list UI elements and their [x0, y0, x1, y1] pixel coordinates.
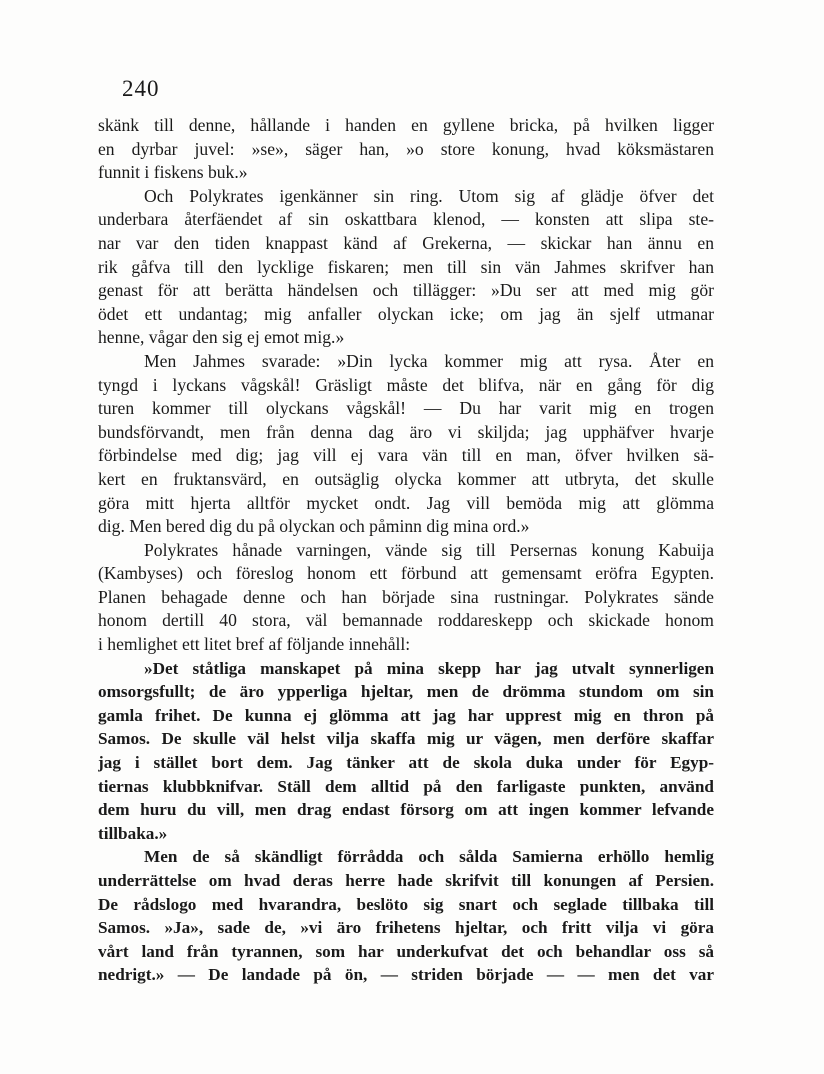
text-line: i hemlighet ett litet bref af följande innehåll:	[98, 634, 411, 655]
text-line: honom dertill 40 stora, väl bemannade roddareskepp och skickade honom	[98, 610, 714, 631]
text-line: omsorgsfullt; de äro ypperliga hjeltar, men de drömma stundom om sin	[98, 682, 714, 702]
text-line: en dyrbar juvel: »se», säger han, »o store konung, hvad köksmästaren	[98, 138, 714, 159]
text-line: Polykrates hånade varningen, vände sig till Persernas konung Kabuija	[144, 539, 714, 560]
text-line: »Det ståtliga manskapet på mina skepp har jag utvalt synnerligen	[144, 658, 714, 678]
text-line: nar var den tiden knappast känd af Grekerna, — skickar han ännu en	[98, 232, 714, 253]
text-line: Planen behagade denne och han började sina rustningar. Polykrates sände	[98, 586, 714, 607]
text-line: underbara återfäendet af sin oskattbara klenod, — konsten att slipa ste-	[98, 209, 714, 230]
text-line: jag i stället bort dem. Jag tänker att de skola duka under för Egyp-	[98, 753, 714, 773]
text-line: tyngd i lyckans vågskål! Gräsligt måste det blifva, när en gång för dig	[98, 374, 714, 395]
text-line: ödet ett undantag; mig anfaller olyckan icke; om jag än sjelf utmanar	[98, 303, 714, 324]
text-line: Men Jahmes svarade: »Din lycka kommer mig att rysa. Åter en	[144, 350, 714, 371]
text-line: göra mitt hjerta alltför mycket ondt. Jag vill bemöda mig att glömma	[98, 492, 714, 513]
text-line: nedrigt.» — De landade på ön, — striden började — — men det var	[98, 965, 714, 985]
text-line: rik gåfva till den lycklige fiskaren; men till sin vän Jahmes skrifver han	[98, 256, 714, 277]
text-line: Och Polykrates igenkänner sin ring. Utom sig af glädje öfver det	[144, 185, 714, 206]
text-line: dig. Men bered dig du på olyckan och påminn dig mina ord.»	[98, 516, 530, 537]
text-line: Men de så skändligt förrådda och sålda Samierna erhöllo hemlig	[144, 847, 714, 867]
text-line: Samos. »Ja», sade de, »vi äro frihetens hjeltar, och fritt vilja vi göra	[98, 918, 714, 938]
body-text	[98, 114, 714, 987]
text-line: förbindelse med dig; jag vill ej vara vän till en man, öfver hvilken sä-	[98, 445, 714, 466]
text-line: Samos. De skulle väl helst vilja skaffa mig ur vägen, men derföre skaffar	[98, 729, 714, 749]
text-line: tiernas klubbknifvar. Ställ dem alltid på den farligaste punkten, använd	[98, 776, 714, 796]
text-line: underrättelse om hvad deras herre hade skrifvit till konungen af Persien.	[98, 871, 714, 890]
text-line: skänk till denne, hållande i handen en gyllene bricka, på hvilken ligger	[98, 115, 714, 135]
text-line: bundsförvandt, men från denna dag äro vi skiljda; jag upphäfver hvarje	[98, 421, 714, 442]
text-line: funnit i fiskens buk.»	[98, 162, 248, 183]
text-line: turen kommer till olyckans vågskål! — Du har varit mig en trogen	[98, 398, 714, 419]
text-line: gamla frihet. De kunna ej glömma att jag har upprest mig en thron på	[98, 705, 714, 725]
text-line: tillbaka.»	[98, 823, 168, 843]
text-line: De rådslogo med hvarandra, beslöto sig snart och seglade tillbaka till	[98, 894, 714, 914]
text-line: (Kambyses) och föreslog honom ett förbund att gemensamt eröfra Egypten.	[98, 563, 714, 584]
text-line: henne, vågar den sig ej emot mig.»	[98, 327, 345, 348]
page-number: 240	[122, 76, 160, 101]
text-line: vårt land från tyrannen, som har underkufvat det och behandlar oss så	[98, 941, 714, 961]
text-line: kert en fruktansvärd, en outsäglig olycka kommer att utbryta, det skulle	[98, 468, 714, 489]
text-line: genast för att berätta händelsen och tillägger: »Du ser att med mig gör	[98, 280, 714, 301]
text-line: dem huru du vill, men drag endast försorg om att ingen kommer lefvande	[98, 800, 714, 820]
